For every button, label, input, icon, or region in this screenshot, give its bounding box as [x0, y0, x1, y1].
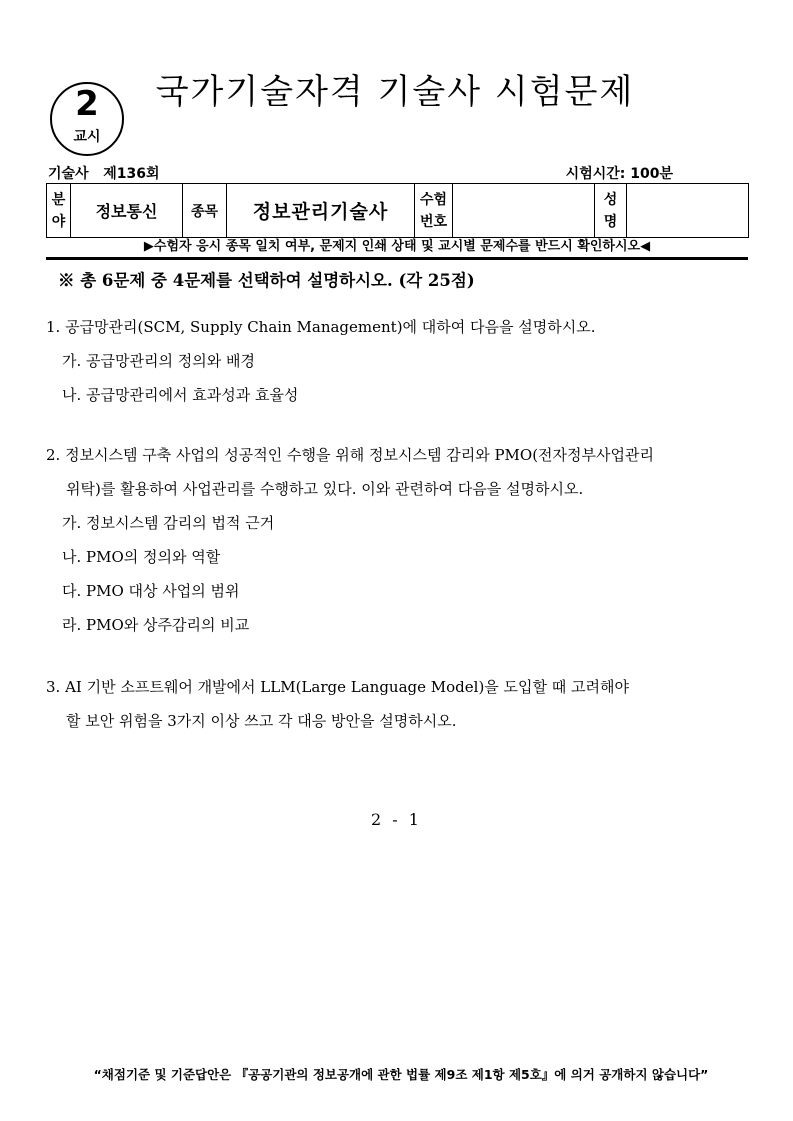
sub-question: 가. 정보시스템 감리의 법적 근거 [62, 514, 275, 532]
session-label: 교시 [73, 129, 101, 145]
sub-question: 나. 공급망관리에서 효과성과 효율성 [62, 386, 299, 404]
name-field[interactable] [627, 184, 749, 238]
exam-round: 기술사 제136회 [48, 166, 160, 182]
session-number: 2 [75, 84, 99, 124]
question-text: 할 보안 위험을 3가지 이상 쓰고 각 대응 방안을 설명하시오. [66, 712, 457, 730]
sub-question: 가. 공급망관리의 정의와 배경 [62, 352, 255, 370]
type-label: 종목 [183, 184, 227, 238]
sub-question: 다. PMO 대상 사업의 범위 [62, 582, 240, 600]
exam-time: 시험시간: 100분 [565, 166, 673, 182]
question-1 [46, 316, 756, 418]
page-number: 2 - 1 [371, 810, 422, 829]
field-label: 분 야 [47, 184, 71, 238]
name-label: 성 명 [595, 184, 627, 238]
page-title: 국가기술자격 기술사 시험문제 [155, 72, 635, 112]
exam-number-label: 수험 번호 [415, 184, 453, 238]
sub-question: 나. PMO의 정의와 역할 [62, 548, 221, 566]
question-2 [46, 444, 756, 648]
question-text: 3. AI 기반 소프트웨어 개발에서 LLM(Large Language Model)을 도입할 때 고려해야 [46, 678, 630, 696]
question-3 [46, 676, 756, 744]
exam-notice: ▶수험자 응시 종목 일치 여부, 문제지 인쇄 상태 및 교시별 문제수를 반드시 확인하시오◀ [143, 239, 651, 254]
question-text: 1. 공급망관리(SCM, Supply Chain Management)에 대하여 다음을 설명하시오. [46, 318, 596, 336]
sub-question: 라. PMO와 상주감리의 비교 [62, 616, 250, 634]
instruction: ※ 총 6문제 중 4문제를 선택하여 설명하시오. (각 25점) [58, 271, 475, 290]
exam-info-table [46, 183, 749, 238]
field-value: 정보통신 [71, 184, 183, 238]
type-value: 정보관리기술사 [227, 184, 415, 238]
exam-number-field[interactable] [453, 184, 595, 238]
divider [46, 257, 748, 260]
question-text: 위탁)를 활용하여 사업관리를 수행하고 있다. 이와 관련하여 다음을 설명하시오. [66, 480, 584, 498]
legal-notice: “채점기준 및 기준답안은 『공공기관의 정보공개에 관한 법률 제9조 제1항 제5호』에 의거 공개하지 않습니다” [93, 1067, 709, 1082]
question-text: 2. 정보시스템 구축 사업의 성공적인 수행을 위해 정보시스템 감리와 PMO(전자정부사업관리 [46, 446, 654, 464]
